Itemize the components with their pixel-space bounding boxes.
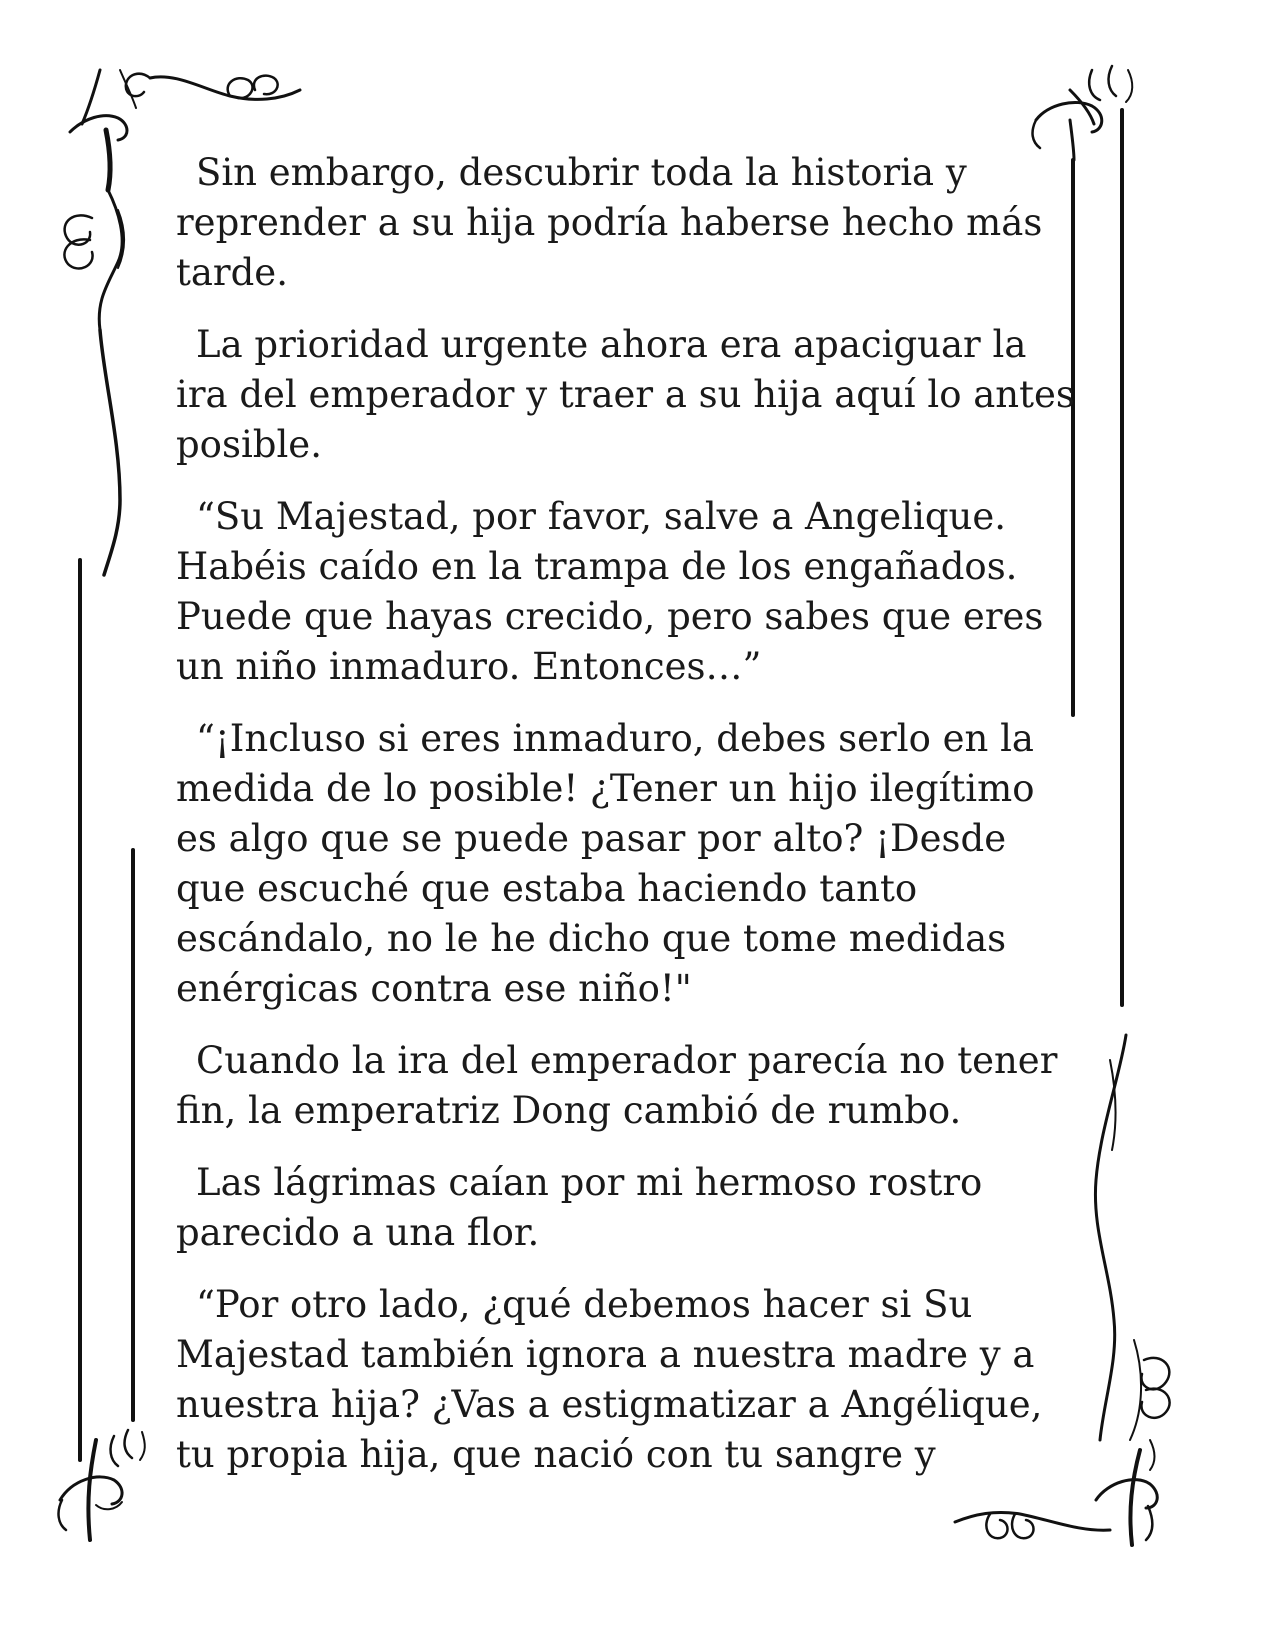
paragraph-3: “Su Majestad, por favor, salve a Angelique. Habéis caído en la trampa de los engañados. Puede que hayas crecido, pero sabes que eres un niño inmaduro. Entonces…” xyxy=(176,495,1044,688)
paragraph-4: “¡Incluso si eres inmaduro, debes serlo en la medida de lo posible! ¿Tener un hijo ilegítimo es algo que se puede pasar por alto? ¡Desde que escuché que estaba haciendo tanto escándalo, no le he dicho que tome medidas enérgicas contra ese niño!" xyxy=(176,717,1035,1010)
paragraph-2: La prioridad urgente ahora era apaciguar la ira del emperador y traer a su hija aquí lo antes posible. xyxy=(176,323,1075,466)
document-body xyxy=(176,148,1076,1502)
flourish-top-right-icon xyxy=(1033,66,1133,160)
flourish-bottom-left-icon xyxy=(59,1430,145,1540)
paragraph-5: Cuando la ira del emperador parecía no tener fin, la emperatriz Dong cambió de rumbo. xyxy=(176,1039,1058,1132)
flourish-right-vine-icon xyxy=(1095,1035,1169,1440)
paragraph-6: Las lágrimas caían por mi hermoso rostro parecido a una flor. xyxy=(176,1161,983,1254)
paragraph-7: “Por otro lado, ¿qué debemos hacer si Su Majestad también ignora a nuestra madre y a nuestra hija? ¿Vas a estigmatizar a Angélique, tu propia hija, que nació con tu sangre y xyxy=(176,1283,1043,1476)
paragraph-1: Sin embargo, descubrir toda la historia y reprender a su hija podría haberse hecho más tarde. xyxy=(176,151,1043,294)
